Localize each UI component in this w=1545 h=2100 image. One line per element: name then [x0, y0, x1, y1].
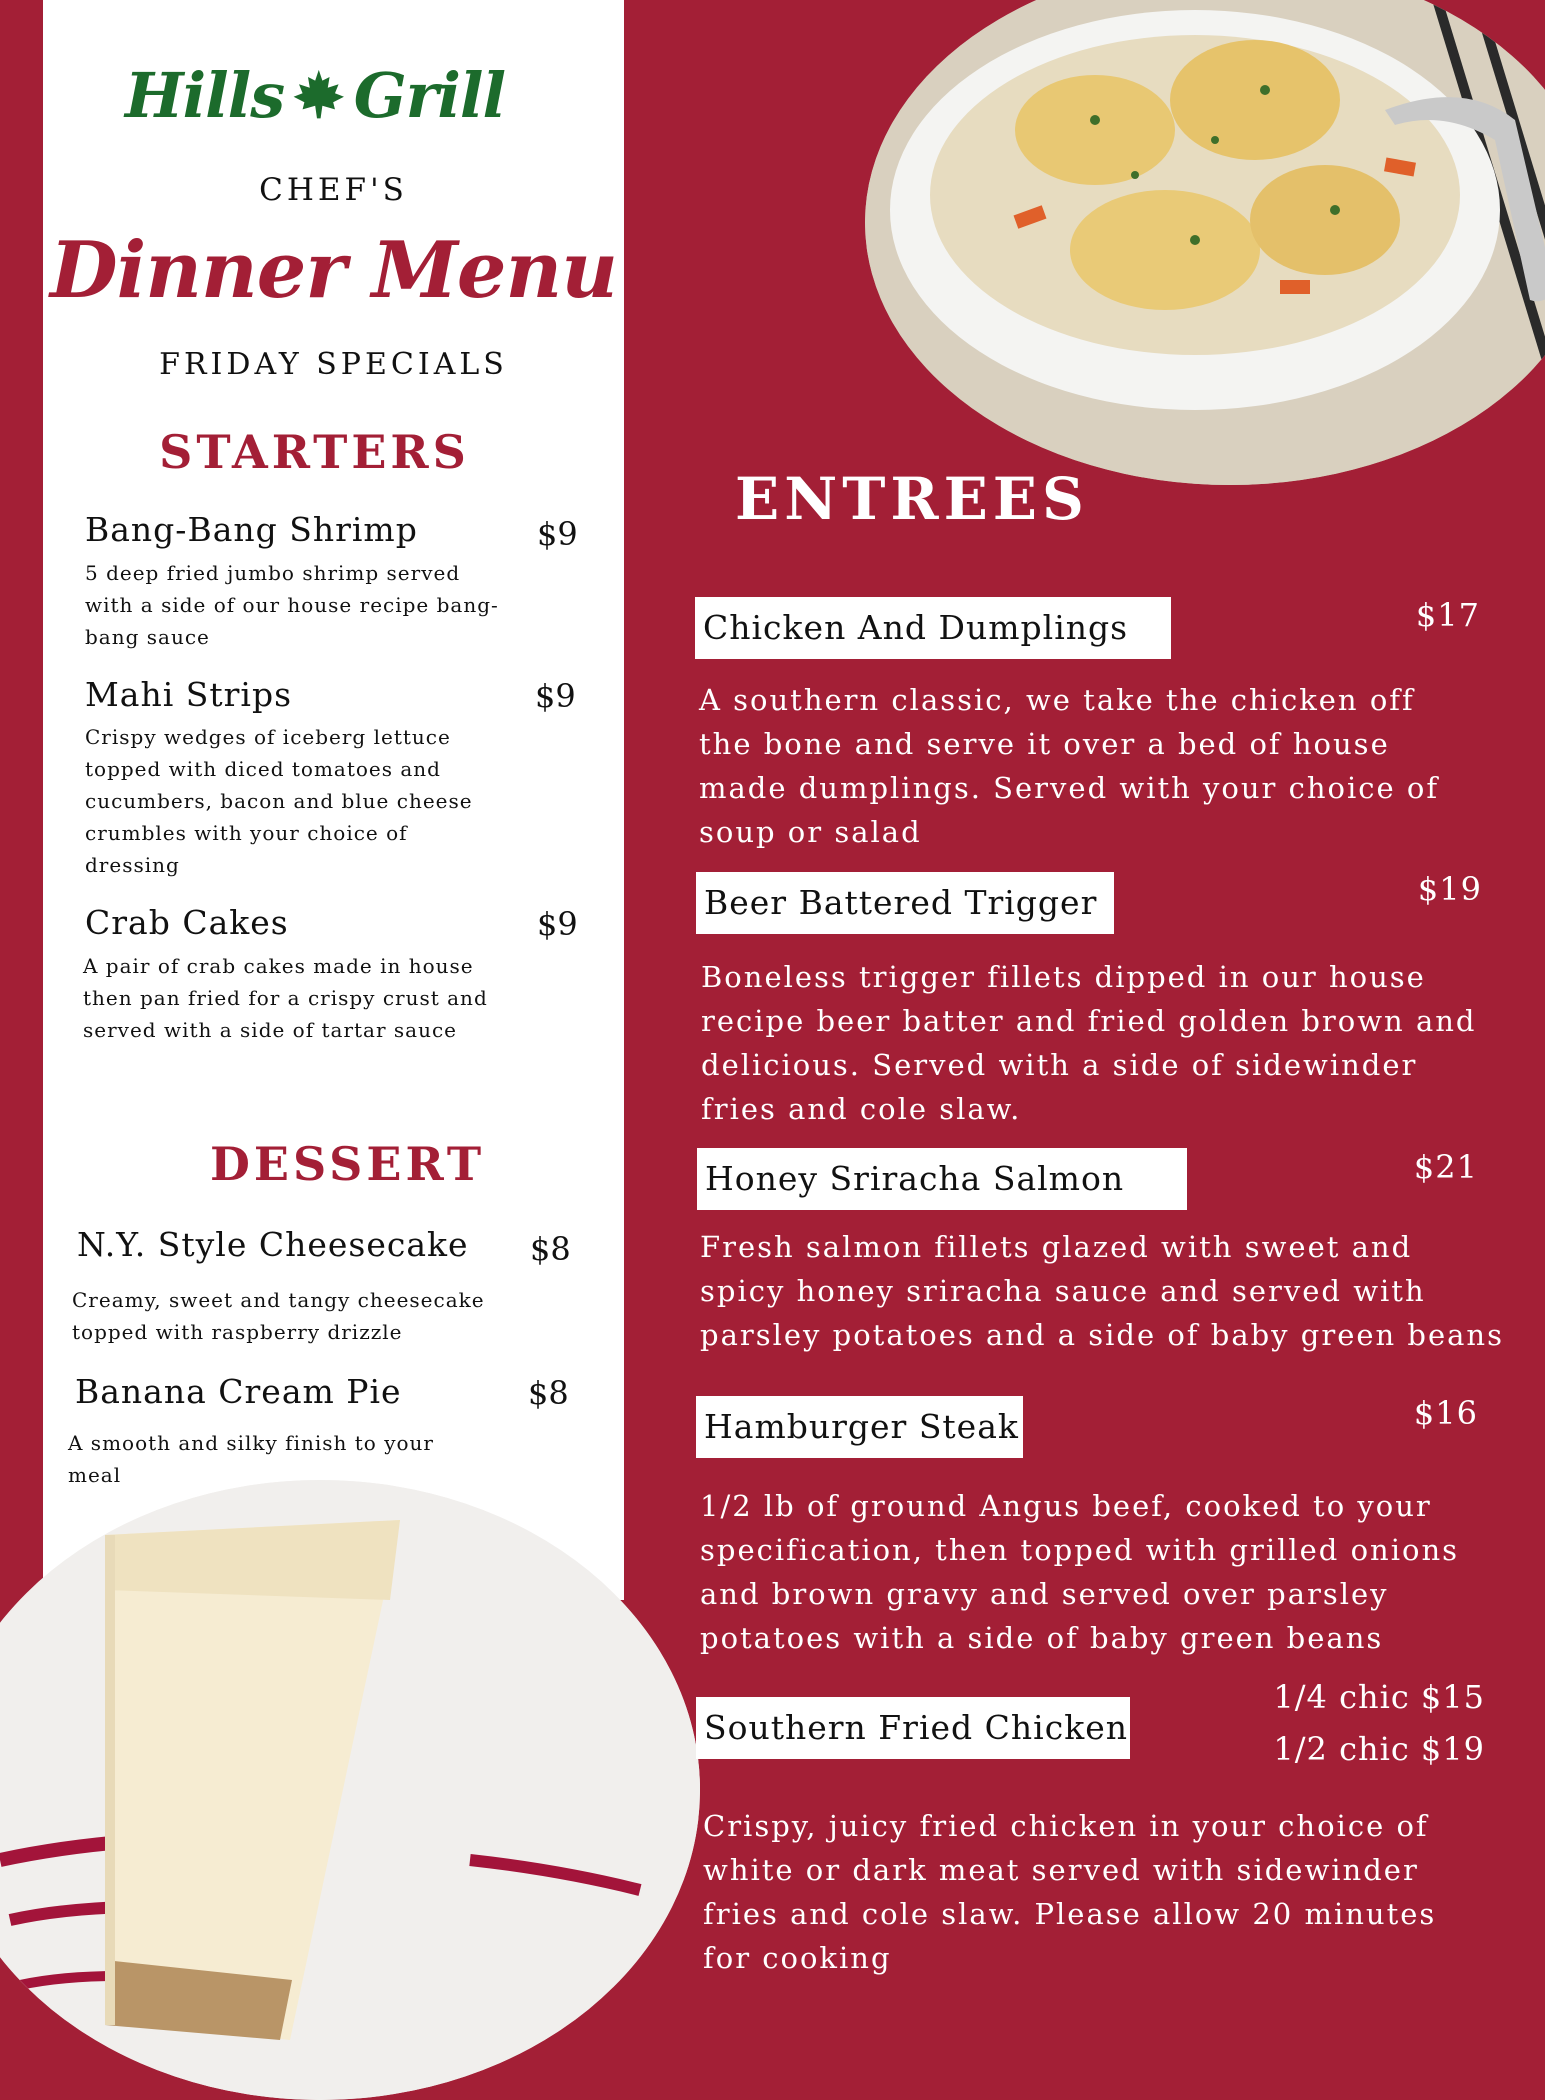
- desc-line: Crispy wedges of iceberg lettuce: [85, 725, 451, 749]
- desc-line: fries and cole slaw.: [701, 1092, 1022, 1126]
- dessert-description: [68, 1427, 434, 1491]
- desc-line: crumbles with your choice of: [85, 821, 408, 845]
- desc-line: the bone and serve it over a bed of house: [699, 727, 1390, 761]
- desc-line: white or dark meat served with sidewinder: [703, 1853, 1419, 1887]
- entrees-heading: ENTREES: [735, 465, 1089, 533]
- starters-heading: STARTERS: [159, 425, 470, 479]
- desc-line: for cooking: [703, 1941, 892, 1975]
- desc-line: A smooth and silky finish to your: [68, 1431, 434, 1455]
- entree-name-box: Honey Sriracha Salmon: [697, 1148, 1187, 1210]
- starter-description: [85, 721, 473, 881]
- desc-line: Crispy, juicy fried chicken in your choice of: [703, 1809, 1429, 1843]
- desc-line: meal: [68, 1463, 122, 1487]
- desc-line: and brown gravy and served over parsley: [700, 1577, 1389, 1611]
- desc-line: 5 deep fried jumbo shrimp served: [85, 561, 461, 585]
- desc-line: A pair of crab cakes made in house: [83, 954, 474, 978]
- entree-name-box: Hamburger Steak: [696, 1396, 1023, 1458]
- maple-leaf-icon: [290, 63, 348, 127]
- desc-line: served with a side of tartar sauce: [83, 1018, 457, 1042]
- desc-line: Boneless trigger fillets dipped in our house: [701, 960, 1426, 994]
- chefs-label: CHEF'S: [259, 172, 408, 208]
- desc-line: potatoes with a side of baby green beans: [700, 1621, 1384, 1655]
- logo-text-right: Grill: [353, 58, 505, 132]
- entree-price: $19: [1417, 870, 1482, 908]
- starter-name: Crab Cakes: [85, 903, 289, 942]
- entree-name-box: Southern Fried Chicken: [696, 1697, 1130, 1759]
- desc-line: specification, then topped with grilled onions: [700, 1533, 1460, 1567]
- dessert-price: $8: [530, 1230, 571, 1268]
- menu-subtitle: FRIDAY SPECIALS: [159, 347, 508, 382]
- desc-line: parsley potatoes and a side of baby green beans: [700, 1318, 1504, 1352]
- desc-line: topped with raspberry drizzle: [72, 1320, 403, 1344]
- soup-photo: [865, 0, 1545, 485]
- starter-price: $9: [537, 515, 578, 553]
- desc-line: with a side of our house recipe bang-: [85, 593, 499, 617]
- desc-line: A southern classic, we take the chicken off: [699, 683, 1415, 717]
- desc-line: topped with diced tomatoes and: [85, 757, 441, 781]
- entree-name-box: Beer Battered Trigger: [696, 872, 1114, 934]
- desc-line: 1/2 lb of ground Angus beef, cooked to your: [700, 1489, 1432, 1523]
- desc-line: fries and cole slaw. Please allow 20 minutes: [703, 1897, 1437, 1931]
- desc-line: recipe beer batter and fried golden brown and: [701, 1004, 1477, 1038]
- desc-line: made dumplings. Served with your choice of: [699, 771, 1440, 805]
- desc-line: soup or salad: [699, 815, 922, 849]
- menu-title: Dinner Menu: [50, 225, 617, 316]
- desc-line: Creamy, sweet and tangy cheesecake: [72, 1288, 485, 1312]
- starter-description: [85, 557, 499, 653]
- starter-name: Mahi Strips: [85, 675, 293, 714]
- entree-description: [700, 1225, 1504, 1357]
- desc-line: cucumbers, bacon and blue cheese: [85, 789, 473, 813]
- entree-description: [700, 1484, 1459, 1660]
- starter-name: Bang-Bang Shrimp: [85, 510, 418, 549]
- starter-description: [83, 950, 488, 1046]
- dessert-name: N.Y. Style Cheesecake: [77, 1225, 469, 1264]
- entree-price: $16: [1413, 1394, 1478, 1432]
- dessert-description: [72, 1284, 485, 1348]
- starter-price: $9: [535, 677, 576, 715]
- entree-price: $21: [1413, 1148, 1478, 1186]
- desc-line: bang sauce: [85, 625, 210, 649]
- entree-name-box: Chicken And Dumplings: [695, 597, 1171, 659]
- starter-price: $9: [537, 905, 578, 943]
- logo-text-left: Hills: [125, 58, 285, 132]
- entree-price: 1/4 chic $15: [1273, 1678, 1485, 1716]
- desc-line: Fresh salmon fillets glazed with sweet and: [700, 1230, 1413, 1264]
- entree-description: [701, 955, 1476, 1131]
- desc-line: then pan fried for a crispy crust and: [83, 986, 488, 1010]
- desc-line: delicious. Served with a side of sidewinder: [701, 1048, 1418, 1082]
- dessert-heading: DESSERT: [210, 1137, 486, 1191]
- logo: [125, 50, 505, 140]
- entree-description: [703, 1804, 1436, 1980]
- entree-price-secondary: 1/2 chic $19: [1273, 1730, 1485, 1768]
- entree-price: $17: [1415, 596, 1480, 634]
- dessert-name: Banana Cream Pie: [75, 1372, 402, 1411]
- dessert-price: $8: [528, 1374, 569, 1412]
- desc-line: dressing: [85, 853, 180, 877]
- entree-description: [699, 678, 1439, 854]
- desc-line: spicy honey sriracha sauce and served with: [700, 1274, 1426, 1308]
